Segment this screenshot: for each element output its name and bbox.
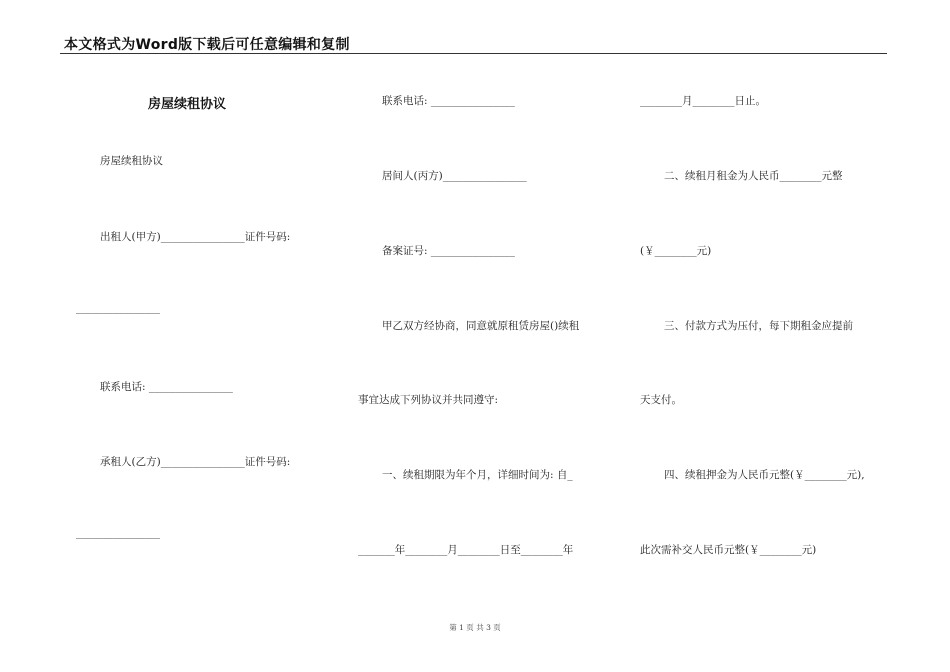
document-header: 本文格式为Word版下载后可任意编辑和复制 <box>64 37 350 53</box>
agreement-heading: 房屋续租协议 <box>100 155 163 167</box>
deposit-line-1: 四、续租押金为人民币元整(￥________元), <box>664 469 865 481</box>
payment-line-2: 天支付。 <box>640 394 682 406</box>
term-end-line: ________月________日止。 <box>640 95 766 107</box>
lessee-id-blank: ________________ <box>76 527 160 539</box>
agent-line: 居间人(丙方)________________ <box>382 170 527 182</box>
payment-line-1: 三、付款方式为压付，每下期租金应提前 <box>664 320 853 332</box>
term-line-1: 一、续租期限为年个月，详细时间为: 自_ <box>382 469 573 481</box>
lessor-phone-line: 联系电话: ________________ <box>100 381 233 393</box>
document-title: 房屋续租协议 <box>148 97 227 112</box>
rent-line-1: 二、续租月租金为人民币________元整 <box>664 170 843 182</box>
intro-line-1: 甲乙双方经协商，同意就原租赁房屋()续租 <box>382 320 580 332</box>
page-number: 第 1 页 共 3 页 <box>449 623 501 632</box>
lessor-id-blank: ________________ <box>76 302 160 314</box>
rent-line-2: (￥________元) <box>640 245 712 257</box>
lessee-line: 承租人(乙方)________________证件号码: <box>100 456 291 468</box>
header-divider <box>60 53 887 54</box>
lessee-phone-line: 联系电话: ________________ <box>382 95 515 107</box>
deposit-line-2: 此次需补交人民币元整(￥________元) <box>640 544 817 556</box>
intro-line-2: 事宜达成下列协议并共同遵守: <box>358 394 499 406</box>
record-number-line: 备案证号: ________________ <box>382 245 515 257</box>
term-line-2: _______年________月________日至________年 <box>358 544 574 556</box>
lessor-line: 出租人(甲方)________________证件号码: <box>100 231 291 243</box>
